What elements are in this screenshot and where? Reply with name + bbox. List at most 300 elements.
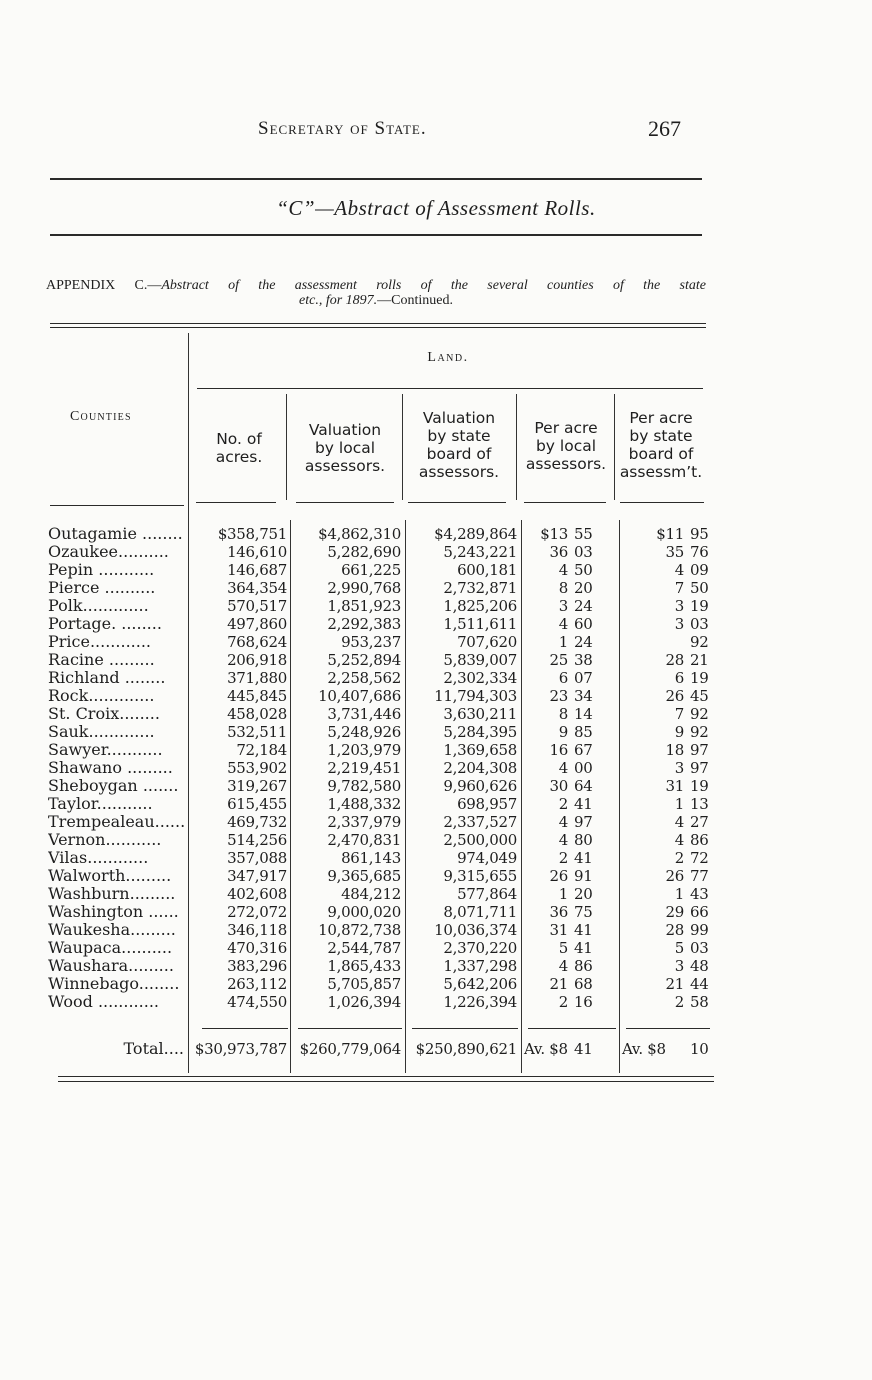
state-valuation-cell: 2,732,871 <box>443 579 517 597</box>
per-acre-state-cents: 48 <box>690 957 709 975</box>
per-acre-state-cents: 76 <box>690 543 709 561</box>
per-acre-local-cents: 20 <box>574 579 593 597</box>
state-valuation-cell: 11,794,303 <box>434 687 517 705</box>
total-label: Total.... <box>123 1040 184 1058</box>
per-acre-local-dollars: 2 <box>558 993 568 1011</box>
per-acre-state-cents: 27 <box>690 813 709 831</box>
col-header-acres <box>192 430 286 466</box>
col-header-line: by state <box>427 427 491 445</box>
per-acre-state-dollars: 28 <box>665 921 684 939</box>
county-name: Winnebago........ <box>48 975 180 993</box>
county-name: Rock............. <box>48 687 155 705</box>
acres-cell: 497,860 <box>227 615 287 633</box>
acres-cell: 347,917 <box>227 867 287 885</box>
per-acre-local-dollars: 4 <box>558 957 568 975</box>
state-valuation-cell: 3,630,211 <box>443 705 517 723</box>
county-name: Pepin ........... <box>48 561 155 579</box>
col-header-line: assessors. <box>418 463 500 481</box>
total-acres: $30,973,787 <box>194 1040 287 1058</box>
per-acre-state-dollars: 3 <box>674 759 684 777</box>
per-acre-state-cents: 86 <box>690 831 709 849</box>
per-acre-local-dollars: 4 <box>558 813 568 831</box>
per-acre-state-dollars: 5 <box>674 939 684 957</box>
per-acre-local-dollars: 16 <box>549 741 568 759</box>
acres-cell: 357,088 <box>227 849 287 867</box>
per-acre-local-cents: 85 <box>574 723 593 741</box>
acres-cell: 615,455 <box>227 795 287 813</box>
per-acre-state-dollars: 21 <box>665 975 684 993</box>
acres-cell: 469,732 <box>227 813 287 831</box>
per-acre-state-cents: 58 <box>690 993 709 1011</box>
acres-cell: 206,918 <box>227 651 287 669</box>
county-name: Sheboygan ....... <box>48 777 179 795</box>
state-valuation-cell: 8,071,711 <box>443 903 517 921</box>
table-row <box>0 813 872 831</box>
per-acre-local-dollars: 5 <box>558 939 568 957</box>
per-acre-state-cents: 44 <box>690 975 709 993</box>
per-acre-local-dollars: 21 <box>549 975 568 993</box>
table-caption <box>46 278 706 308</box>
local-valuation-cell: 2,219,451 <box>327 759 401 777</box>
per-acre-state-dollars: 26 <box>665 867 684 885</box>
counties-header: Counties <box>70 409 132 424</box>
local-valuation-cell: 5,282,690 <box>327 543 401 561</box>
county-name: Trempealeau...... <box>48 813 186 831</box>
state-valuation-cell: 9,315,655 <box>443 867 517 885</box>
per-acre-local-cents: 24 <box>574 597 593 615</box>
acres-cell: 445,845 <box>227 687 287 705</box>
col-divider <box>402 394 403 500</box>
caption-italic-1: Abstract of the assessment rolls of the several counties of the state <box>161 278 706 293</box>
per-acre-local-dollars: 36 <box>549 543 568 561</box>
table-row <box>0 543 872 561</box>
total-rule-acres <box>202 1028 288 1029</box>
col-header-line: assessors. <box>525 455 607 473</box>
acres-cell: 458,028 <box>227 705 287 723</box>
per-acre-local-cents: 55 <box>574 525 593 543</box>
total-rule-state <box>412 1028 518 1029</box>
table-row <box>0 525 872 543</box>
per-acre-state-cents: 97 <box>690 741 709 759</box>
local-valuation-cell: 5,248,926 <box>327 723 401 741</box>
col-header-line: by local <box>535 437 597 455</box>
local-valuation-cell: 2,292,383 <box>327 615 401 633</box>
local-valuation-cell: 5,252,894 <box>327 651 401 669</box>
state-valuation-cell: 1,369,658 <box>443 741 517 759</box>
county-name: St. Croix........ <box>48 705 160 723</box>
county-name: Polk............. <box>48 597 149 615</box>
table-row <box>0 615 872 633</box>
per-acre-state-dollars: 29 <box>665 903 684 921</box>
table-row <box>0 939 872 957</box>
per-acre-local-dollars: 2 <box>558 795 568 813</box>
total-state-valuation: $250,890,621 <box>415 1040 517 1058</box>
col-divider <box>516 394 517 500</box>
local-valuation-cell: 1,026,394 <box>327 993 401 1011</box>
per-acre-state-dollars: 28 <box>665 651 684 669</box>
per-acre-state-cents: 19 <box>690 669 709 687</box>
top-rule <box>50 178 702 180</box>
per-acre-state-cents: 66 <box>690 903 709 921</box>
table-row <box>0 831 872 849</box>
per-acre-local-dollars: 26 <box>549 867 568 885</box>
local-valuation-cell: 10,872,738 <box>318 921 401 939</box>
caption-line-1 <box>46 278 706 293</box>
local-valuation-cell: 1,203,979 <box>327 741 401 759</box>
acres-cell: 383,296 <box>227 957 287 975</box>
table-row <box>0 561 872 579</box>
local-valuation-cell: 861,143 <box>341 849 401 867</box>
table-row <box>0 903 872 921</box>
col-header-line: by local <box>314 439 376 457</box>
col-header-line: Valuation <box>308 421 382 439</box>
per-acre-state-dollars: 7 <box>674 705 684 723</box>
per-acre-local-cents: 41 <box>574 849 593 867</box>
per-acre-state-cents: 72 <box>690 849 709 867</box>
state-valuation-cell: 5,284,395 <box>443 723 517 741</box>
page-number: 267 <box>648 116 681 141</box>
state-valuation-cell: 1,337,298 <box>443 957 517 975</box>
acres-cell: 470,316 <box>227 939 287 957</box>
state-valuation-cell: 577,864 <box>457 885 517 903</box>
county-name: Portage. ........ <box>48 615 162 633</box>
table-row <box>0 975 872 993</box>
col-header-line: assessors. <box>304 457 386 475</box>
per-acre-local-dollars: 30 <box>549 777 568 795</box>
acres-cell: 402,608 <box>227 885 287 903</box>
per-acre-local-cents: 75 <box>574 903 593 921</box>
per-acre-state-dollars: 2 <box>674 849 684 867</box>
local-valuation-cell: 3,731,446 <box>327 705 401 723</box>
acres-cell: 532,511 <box>227 723 287 741</box>
per-acre-state-cents: 92 <box>690 723 709 741</box>
col-divider <box>614 394 615 500</box>
col-header-line: by state <box>629 427 693 445</box>
table-row <box>0 741 872 759</box>
caption-suffix: —Continued. <box>377 293 453 308</box>
header-rule-pa-local <box>524 502 606 503</box>
local-valuation-cell: 9,365,685 <box>327 867 401 885</box>
caption-label: APPENDIX C.— <box>46 278 162 293</box>
per-acre-local-dollars: 8 <box>558 705 568 723</box>
state-valuation-cell: $4,289,864 <box>434 525 517 543</box>
county-name: Sawyer........... <box>48 741 163 759</box>
col-header-line: Valuation <box>422 409 496 427</box>
per-acre-state-dollars: 6 <box>674 669 684 687</box>
county-name: Vilas............ <box>48 849 149 867</box>
acres-cell: 146,687 <box>227 561 287 579</box>
per-acre-state-dollars: 18 <box>665 741 684 759</box>
col-header-local-valuation <box>289 421 401 475</box>
per-acre-state-dollars: 1 <box>674 885 684 903</box>
county-name: Taylor........... <box>48 795 153 813</box>
acres-cell: $358,751 <box>217 525 287 543</box>
per-acre-local-cents: 14 <box>574 705 593 723</box>
per-acre-local-cents: 16 <box>574 993 593 1011</box>
total-per-acre-state-cents: 10 <box>690 1040 709 1058</box>
local-valuation-cell: 484,212 <box>341 885 401 903</box>
state-valuation-cell: 2,370,220 <box>443 939 517 957</box>
col-header-line: assessm’t. <box>619 463 703 481</box>
state-valuation-cell: 2,302,334 <box>443 669 517 687</box>
county-name: Waukesha......... <box>48 921 176 939</box>
acres-cell: 474,550 <box>227 993 287 1011</box>
per-acre-state-dollars: 9 <box>674 723 684 741</box>
col-header-per-acre-local <box>518 419 614 473</box>
per-acre-local-cents: 20 <box>574 885 593 903</box>
total-row <box>0 1040 872 1058</box>
acres-cell: 768,624 <box>227 633 287 651</box>
total-per-acre-local-cents: 41 <box>574 1040 593 1058</box>
county-name: Wood ............ <box>48 993 159 1011</box>
county-name: Price............ <box>48 633 151 651</box>
header-rule-pa-state <box>620 502 704 503</box>
table-row <box>0 579 872 597</box>
table-row <box>0 633 872 651</box>
county-name: Richland ........ <box>48 669 166 687</box>
table-row <box>0 687 872 705</box>
state-valuation-cell: 5,243,221 <box>443 543 517 561</box>
acres-cell: 319,267 <box>227 777 287 795</box>
table-top-rule-2 <box>50 327 706 328</box>
per-acre-local-dollars: 3 <box>558 597 568 615</box>
header-rule-state <box>408 502 506 503</box>
state-valuation-cell: 974,049 <box>457 849 517 867</box>
local-valuation-cell: 953,237 <box>341 633 401 651</box>
per-acre-local-dollars: $13 <box>540 525 568 543</box>
section-rule <box>50 234 702 236</box>
county-name: Washington ...... <box>48 903 179 921</box>
state-valuation-cell: 707,620 <box>457 633 517 651</box>
local-valuation-cell: 2,990,768 <box>327 579 401 597</box>
table-row <box>0 705 872 723</box>
per-acre-state-dollars: 4 <box>674 561 684 579</box>
per-acre-state-dollars: 3 <box>674 615 684 633</box>
per-acre-local-dollars: 31 <box>549 921 568 939</box>
acres-cell: 371,880 <box>227 669 287 687</box>
per-acre-local-dollars: 25 <box>549 651 568 669</box>
section-title: “C”—Abstract of Assessment Rolls. <box>276 196 596 220</box>
per-acre-local-cents: 60 <box>574 615 593 633</box>
per-acre-state-cents: 50 <box>690 579 709 597</box>
local-valuation-cell: 1,851,923 <box>327 597 401 615</box>
acres-cell: 570,517 <box>227 597 287 615</box>
county-name: Waushara......... <box>48 957 174 975</box>
per-acre-local-cents: 41 <box>574 921 593 939</box>
per-acre-local-dollars: 6 <box>558 669 568 687</box>
state-valuation-cell: 5,839,007 <box>443 651 517 669</box>
acres-cell: 272,072 <box>227 903 287 921</box>
county-name: Walworth......... <box>48 867 172 885</box>
county-name: Shawano ......... <box>48 759 173 777</box>
county-name: Waupaca.......... <box>48 939 173 957</box>
running-header <box>0 118 872 144</box>
per-acre-local-cents: 07 <box>574 669 593 687</box>
per-acre-local-cents: 68 <box>574 975 593 993</box>
local-valuation-cell: $4,862,310 <box>318 525 401 543</box>
acres-cell: 72,184 <box>236 741 287 759</box>
per-acre-local-dollars: 1 <box>558 633 568 651</box>
state-valuation-cell: 1,226,394 <box>443 993 517 1011</box>
col-header-per-acre-state <box>614 409 708 481</box>
per-acre-state-dollars: 2 <box>674 993 684 1011</box>
total-per-acre-local-dollars: Av. $8 <box>524 1040 568 1058</box>
acres-cell: 553,902 <box>227 759 287 777</box>
local-valuation-cell: 9,782,580 <box>327 777 401 795</box>
state-valuation-cell: 698,957 <box>457 795 517 813</box>
total-rule-pa-local <box>528 1028 616 1029</box>
local-valuation-cell: 5,705,857 <box>327 975 401 993</box>
state-valuation-cell: 1,825,206 <box>443 597 517 615</box>
table-row <box>0 597 872 615</box>
per-acre-local-dollars: 23 <box>549 687 568 705</box>
per-acre-local-cents: 41 <box>574 795 593 813</box>
per-acre-local-cents: 34 <box>574 687 593 705</box>
local-valuation-cell: 1,865,433 <box>327 957 401 975</box>
per-acre-local-cents: 80 <box>574 831 593 849</box>
table-bottom-rule-2 <box>58 1081 714 1082</box>
table-top-rule-1 <box>50 323 706 324</box>
county-name: Outagamie ........ <box>48 525 183 543</box>
acres-cell: 146,610 <box>227 543 287 561</box>
header-rule-local <box>296 502 394 503</box>
per-acre-state-dollars: 31 <box>665 777 684 795</box>
col-header-line: board of <box>628 445 694 463</box>
per-acre-local-cents: 64 <box>574 777 593 795</box>
total-per-acre-state-dollars: Av. $8 <box>622 1040 666 1058</box>
per-acre-state-dollars: $11 <box>656 525 684 543</box>
state-valuation-cell: 2,500,000 <box>443 831 517 849</box>
per-acre-local-dollars: 2 <box>558 849 568 867</box>
local-valuation-cell: 661,225 <box>341 561 401 579</box>
per-acre-state-cents: 43 <box>690 885 709 903</box>
col-header-line: acres. <box>215 448 263 466</box>
acres-cell: 346,118 <box>227 921 287 939</box>
per-acre-state-cents: 95 <box>690 525 709 543</box>
table-row <box>0 993 872 1011</box>
per-acre-state-dollars: 4 <box>674 831 684 849</box>
per-acre-state-cents: 03 <box>690 939 709 957</box>
total-local-valuation: $260,779,064 <box>299 1040 401 1058</box>
table-row <box>0 759 872 777</box>
land-group-header: Land. <box>427 350 469 365</box>
county-name: Washburn......... <box>48 885 176 903</box>
col-header-line: Per acre <box>534 419 598 437</box>
header-rule-acres <box>196 502 276 503</box>
per-acre-local-cents: 67 <box>574 741 593 759</box>
table-row <box>0 849 872 867</box>
local-valuation-cell: 10,407,686 <box>318 687 401 705</box>
total-rule-local <box>298 1028 402 1029</box>
per-acre-state-dollars: 1 <box>674 795 684 813</box>
local-valuation-cell: 9,000,020 <box>327 903 401 921</box>
table-row <box>0 651 872 669</box>
state-valuation-cell: 2,337,527 <box>443 813 517 831</box>
acres-cell: 364,354 <box>227 579 287 597</box>
col-header-line: No. of <box>216 430 262 448</box>
total-rule-pa-state <box>626 1028 710 1029</box>
state-valuation-cell: 5,642,206 <box>443 975 517 993</box>
per-acre-local-dollars: 4 <box>558 561 568 579</box>
state-valuation-cell: 600,181 <box>457 561 517 579</box>
col-divider <box>286 394 287 500</box>
county-name: Sauk............. <box>48 723 155 741</box>
per-acre-state-cents: 21 <box>690 651 709 669</box>
per-acre-local-dollars: 36 <box>549 903 568 921</box>
per-acre-state-cents: 92 <box>690 705 709 723</box>
per-acre-state-dollars: 35 <box>665 543 684 561</box>
col-header-line: Per acre <box>629 409 693 427</box>
per-acre-state-cents: 03 <box>690 615 709 633</box>
county-name: Pierce .......... <box>48 579 156 597</box>
per-acre-state-cents: 97 <box>690 759 709 777</box>
state-valuation-cell: 1,511,611 <box>443 615 517 633</box>
local-valuation-cell: 2,544,787 <box>327 939 401 957</box>
county-name: Racine ......... <box>48 651 155 669</box>
per-acre-state-cents: 77 <box>690 867 709 885</box>
local-valuation-cell: 2,470,831 <box>327 831 401 849</box>
per-acre-local-cents: 97 <box>574 813 593 831</box>
state-valuation-cell: 10,036,374 <box>434 921 517 939</box>
per-acre-local-cents: 91 <box>574 867 593 885</box>
per-acre-state-cents: 13 <box>690 795 709 813</box>
per-acre-local-dollars: 1 <box>558 885 568 903</box>
per-acre-state-cents: 09 <box>690 561 709 579</box>
col-header-state-valuation <box>403 409 515 481</box>
per-acre-state-dollars: 7 <box>674 579 684 597</box>
local-valuation-cell: 1,488,332 <box>327 795 401 813</box>
per-acre-local-cents: 00 <box>574 759 593 777</box>
land-group-rule <box>197 388 703 389</box>
per-acre-state-cents: 99 <box>690 921 709 939</box>
table-row <box>0 921 872 939</box>
acres-cell: 263,112 <box>227 975 287 993</box>
per-acre-local-cents: 24 <box>574 633 593 651</box>
per-acre-local-cents: 86 <box>574 957 593 975</box>
per-acre-state-cents: 92 <box>690 633 709 651</box>
table-row <box>0 723 872 741</box>
table-row <box>0 867 872 885</box>
per-acre-local-dollars: 4 <box>558 759 568 777</box>
per-acre-local-cents: 50 <box>574 561 593 579</box>
running-title: Secretary of State. <box>258 118 427 139</box>
table-row <box>0 885 872 903</box>
per-acre-state-cents: 19 <box>690 777 709 795</box>
col-header-line: board of <box>426 445 492 463</box>
table-row <box>0 795 872 813</box>
per-acre-state-dollars: 26 <box>665 687 684 705</box>
table-bottom-rule-1 <box>58 1076 714 1077</box>
per-acre-local-cents: 03 <box>574 543 593 561</box>
local-valuation-cell: 2,258,562 <box>327 669 401 687</box>
caption-line-2 <box>46 293 706 308</box>
per-acre-local-dollars: 4 <box>558 615 568 633</box>
per-acre-state-dollars: 3 <box>674 957 684 975</box>
table-row <box>0 957 872 975</box>
county-name: Vernon........... <box>48 831 162 849</box>
per-acre-local-dollars: 8 <box>558 579 568 597</box>
per-acre-state-cents: 45 <box>690 687 709 705</box>
per-acre-local-dollars: 4 <box>558 831 568 849</box>
per-acre-local-dollars: 9 <box>558 723 568 741</box>
state-valuation-cell: 9,960,626 <box>443 777 517 795</box>
county-name: Ozaukee.......... <box>48 543 169 561</box>
acres-cell: 514,256 <box>227 831 287 849</box>
table-row <box>0 777 872 795</box>
table-row <box>0 669 872 687</box>
local-valuation-cell: 2,337,979 <box>327 813 401 831</box>
per-acre-local-cents: 41 <box>574 939 593 957</box>
